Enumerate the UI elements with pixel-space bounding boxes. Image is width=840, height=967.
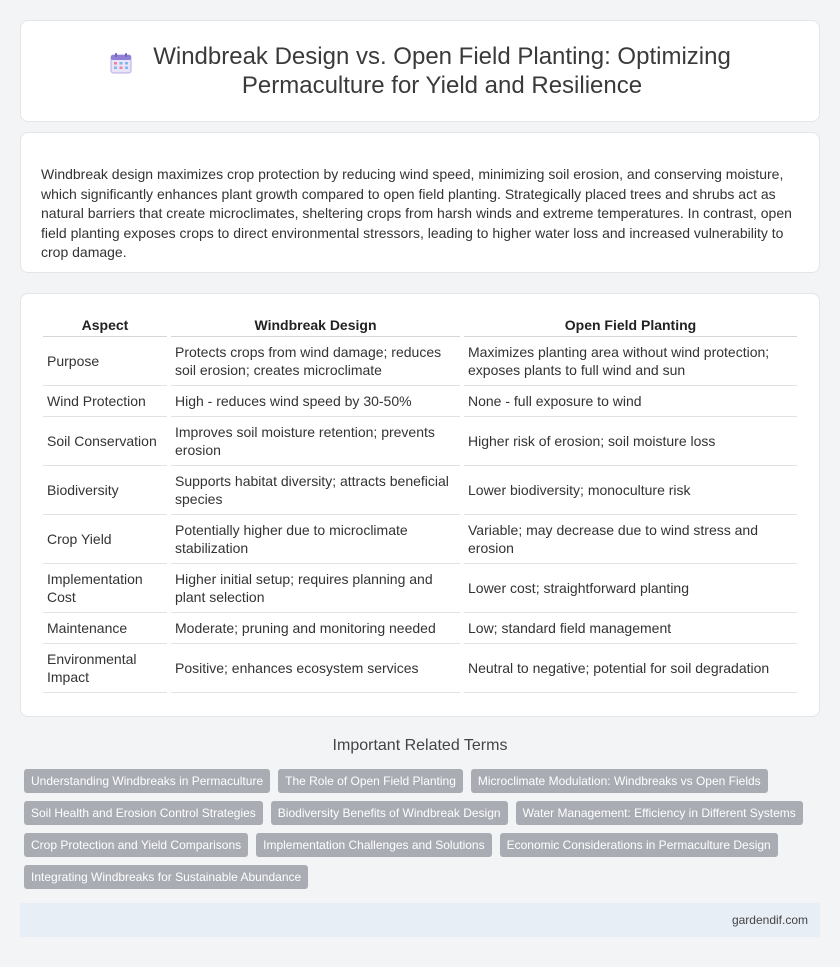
header-windbreak: Windbreak Design: [171, 316, 460, 337]
comparison-table-card: [20, 293, 820, 717]
table-row: [43, 515, 797, 564]
cell-aspect: Environmental Impact: [43, 644, 167, 693]
related-tag[interactable]: The Role of Open Field Planting: [278, 769, 463, 793]
cell-open-field: Lower biodiversity; monoculture risk: [464, 466, 797, 515]
cell-aspect: Soil Conservation: [43, 417, 167, 466]
related-tag[interactable]: Economic Considerations in Permaculture Design: [500, 833, 778, 857]
related-tag[interactable]: Implementation Challenges and Solutions: [256, 833, 491, 857]
related-tag[interactable]: Understanding Windbreaks in Permaculture: [24, 769, 270, 793]
cell-open-field: Neutral to negative; potential for soil degradation: [464, 644, 797, 693]
cell-open-field: Lower cost; straightforward planting: [464, 564, 797, 613]
footer: [20, 903, 820, 937]
related-terms-section: [0, 737, 840, 897]
cell-windbreak: Potentially higher due to microclimate stabilization: [171, 515, 460, 564]
related-tag[interactable]: Soil Health and Erosion Control Strategies: [24, 801, 263, 825]
header-open-field: Open Field Planting: [464, 316, 797, 337]
intro-paragraph: Windbreak design maximizes crop protection by reducing wind speed, minimizing soil erosion, and conserving moisture, which significantly enhances plant growth compared to open field planting. Strategically placed trees and shrubs act as natural barriers that create microclimates, sheltering crops from harsh winds and extreme temperatures. In contrast, open field planting exposes crops to direct environmental stressors, leading to higher water loss and increased vulnerability to crop damage.: [41, 166, 792, 261]
table-header-row: [43, 316, 797, 337]
table-row: [43, 466, 797, 515]
title-line-1: Windbreak Design vs. Open Field Planting: Optimizing: [153, 43, 731, 70]
table-row: [43, 644, 797, 693]
cell-aspect: Purpose: [43, 337, 167, 386]
related-tag[interactable]: Microclimate Modulation: Windbreaks vs Open Fields: [471, 769, 768, 793]
cell-windbreak: Moderate; pruning and monitoring needed: [171, 613, 460, 644]
cell-windbreak: Supports habitat diversity; attracts beneficial species: [171, 466, 460, 515]
related-tag[interactable]: Water Management: Efficiency in Different Systems: [516, 801, 803, 825]
title-line-2: Permaculture for Yield and Resilience: [241, 72, 643, 99]
footer-site-link[interactable]: gardendif.com: [731, 913, 808, 927]
related-tag[interactable]: Integrating Windbreaks for Sustainable Abundance: [24, 865, 308, 889]
related-tag[interactable]: Crop Protection and Yield Comparisons: [24, 833, 248, 857]
related-tag[interactable]: Biodiversity Benefits of Windbreak Design: [271, 801, 508, 825]
comparison-table: [39, 316, 801, 693]
table-row: [43, 613, 797, 644]
table-row: [43, 337, 797, 386]
related-tags: [0, 769, 840, 897]
header-inner: [109, 42, 731, 100]
table-row: [43, 386, 797, 417]
cell-aspect: Wind Protection: [43, 386, 167, 417]
cell-aspect: Implementation Cost: [43, 564, 167, 613]
cell-windbreak: Improves soil moisture retention; prevents erosion: [171, 417, 460, 466]
cell-open-field: Low; standard field management: [464, 613, 797, 644]
intro-card: [20, 132, 820, 273]
page-title: [153, 42, 731, 100]
header-card: [20, 20, 820, 122]
cell-open-field: Variable; may decrease due to wind stress and erosion: [464, 515, 797, 564]
header-aspect: Aspect: [43, 316, 167, 337]
cell-open-field: Maximizes planting area without wind protection; exposes plants to full wind and sun: [464, 337, 797, 386]
cell-aspect: Maintenance: [43, 613, 167, 644]
table-row: [43, 417, 797, 466]
cell-windbreak: Protects crops from wind damage; reduces soil erosion; creates microclimate: [171, 337, 460, 386]
cell-windbreak: Positive; enhances ecosystem services: [171, 644, 460, 693]
cell-aspect: Biodiversity: [43, 466, 167, 515]
cell-aspect: Crop Yield: [43, 515, 167, 564]
cell-open-field: None - full exposure to wind: [464, 386, 797, 417]
cell-windbreak: Higher initial setup; requires planning and plant selection: [171, 564, 460, 613]
cell-windbreak: High - reduces wind speed by 30-50%: [171, 386, 460, 417]
related-terms-title: Important Related Terms: [332, 737, 508, 754]
table-row: [43, 564, 797, 613]
calendar-icon: [109, 51, 133, 75]
cell-open-field: Higher risk of erosion; soil moisture loss: [464, 417, 797, 466]
